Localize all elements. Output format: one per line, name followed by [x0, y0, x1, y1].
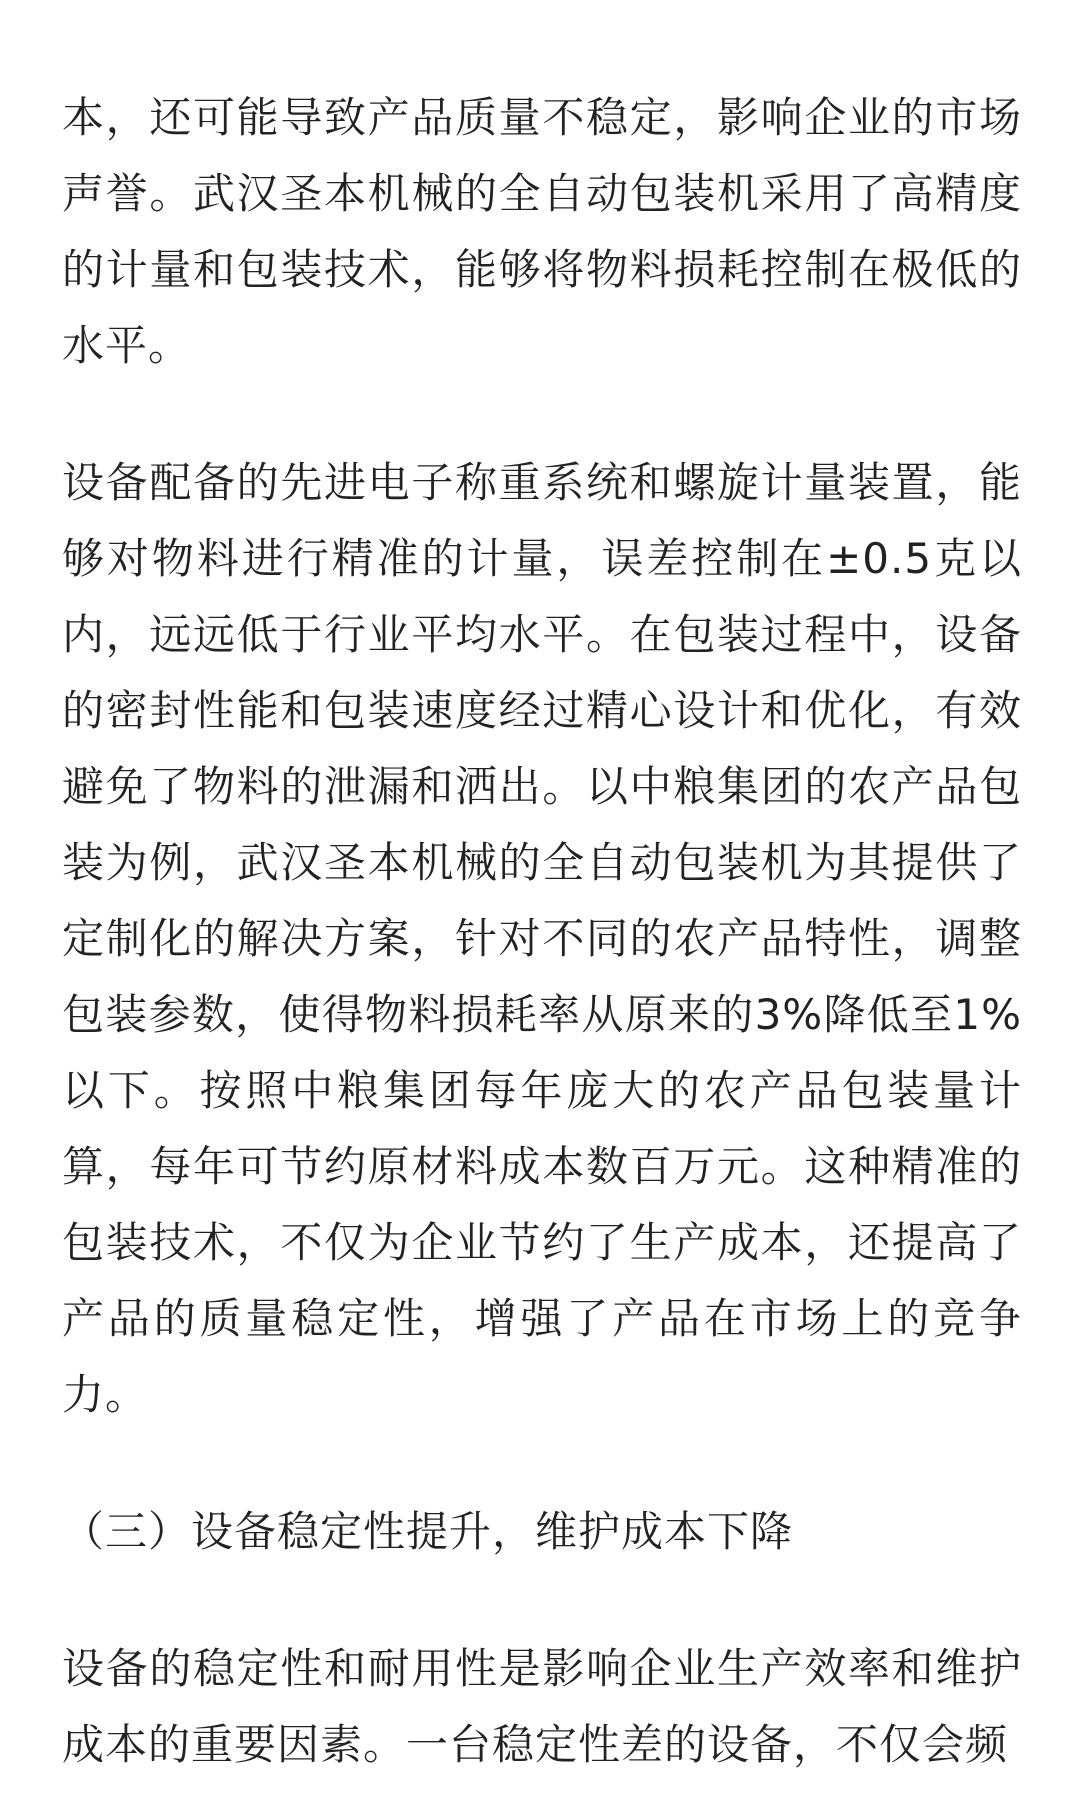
- paragraph-gap: [62, 1433, 1022, 1494]
- paragraph-material-loss: 本，还可能导致产品质量不稳定，影响企业的市场声誉。武汉圣本机械的全自动包装机采用了高精度的计量和包装技术，能够将物料损耗控制在极低的水平。: [62, 93, 1022, 370]
- paragraph-stability: 设备的稳定性和耐用性是影响企业生产效率和维护成本的重要因素。一台稳定性差的设备，不仅会频: [62, 1644, 1022, 1769]
- paragraph-weighing-system: 设备配备的先进电子称重系统和螺旋计量装置，能够对物料进行精准的计量，误差控制在±0.5克以内，远远低于行业平均水平。在包装过程中，设备的密封性能和包装速度经过精心设计和优化，有效避免了物料的泄漏和洒出。以中粮集团的农产品包装为例，武汉圣本机械的全自动包装机为其提供了定制化的解决方案，针对不同的农产品特性，调整包装参数，使得物料损耗率从原来的3%降低至1%以下。按照中粮集团每年庞大的农产品包装量计算，每年可节约原材料成本数百万元。这种精准的包装技术，不仅为企业节约了生产成本，还提高了产品的质量稳定性，增强了产品在市场上的竞争力。: [62, 458, 1022, 1419]
- paragraph-gap: [62, 1570, 1022, 1631]
- section-heading: （三）设备稳定性提升，维护成本下降: [62, 1507, 794, 1556]
- article-body: [62, 80, 1022, 1783]
- paragraph-gap: [62, 384, 1022, 445]
